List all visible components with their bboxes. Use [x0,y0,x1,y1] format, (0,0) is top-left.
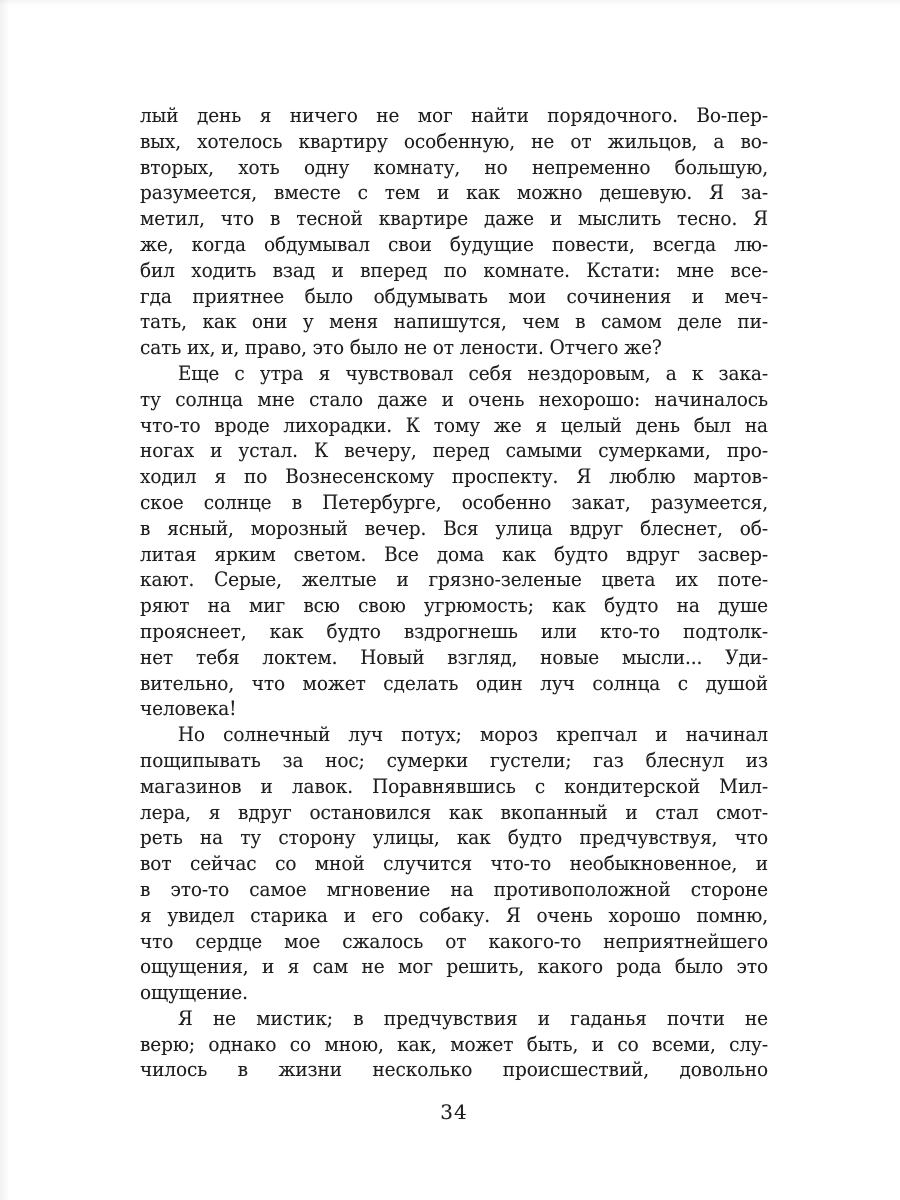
text-line: разумеется, вместе с тем и как можно дешевую. Я за- [140,180,768,205]
text-line: ряют на миг всю свою угрюмость; как будто на душе [140,593,768,618]
text-block [140,103,768,1083]
page-number: 34 [440,1100,468,1124]
text-line: что сердце мое сжалось от какого-то неприятнейшего [140,928,768,953]
text-line: вительно, что может сделать один луч солнца с душой [140,670,768,695]
text-line: же, когда обдумывал свои будущие повести, всегда лю- [140,231,768,256]
text-line: магазинов и лавок. Поравнявшись с кондитерской Мил- [140,773,768,798]
text-line: человека! [140,696,237,721]
text-line: реть на ту сторону улицы, как будто предчувствуя, что [140,825,768,850]
text-line: прояснеет, как будто вздрогнешь или кто-то подтолк- [140,618,768,643]
text-line: Но солнечный луч потух; мороз крепчал и начинал [177,722,768,747]
text-line: лый день я ничего не мог найти порядочного. Во-пер- [140,103,768,127]
text-line: верю; однако со мною, как, может быть, и со всеми, слу- [140,1031,768,1056]
text-line: вторых, хоть одну комнату, но непременно большую, [140,154,768,179]
text-line: лера, я вдруг остановился как вкопанный и стал смот- [140,799,768,824]
text-line: ногах и устал. К вечеру, перед самыми сумерками, про- [140,438,768,463]
text-line: вот сейчас со мной случится что-то необыкновенное, и [140,851,768,876]
text-line: вых, хотелось квартиру особенную, не от жильцов, а во- [140,128,768,153]
text-line: ское солнце в Петербурге, особенно закат, разумеется, [140,489,768,514]
text-line: бил ходить взад и вперед по комнате. Кстати: мне все- [140,257,768,282]
text-line: ту солнца мне стало даже и очень нехорошо: начиналось [140,386,768,411]
page-edge-shadow-top [0,0,900,6]
text-line: гда приятнее было обдумывать мои сочинения и меч- [140,283,768,308]
text-line: ощущения, и я сам не мог решить, какого рода было это [140,954,768,979]
text-line: пощипывать за нос; сумерки густели; газ блеснул из [140,747,768,772]
text-line: что-то вроде лихорадки. К тому же я целый день был на [140,412,768,437]
text-line: Еще с утра я чувствовал себя нездоровым, а к зака- [177,360,768,385]
text-line: тать, как они у меня напишутся, чем в самом деле пи- [140,309,768,334]
text-line: метил, что в тесной квартире даже и мыслить тесно. Я [140,206,768,231]
text-line: ощущение. [140,980,248,1005]
text-line: нет тебя локтем. Новый взгляд, новые мысли... Уди- [140,644,768,669]
text-line: литая ярким светом. Все дома как будто вдруг засвер- [140,541,768,566]
text-line: ходил я по Вознесенскому проспекту. Я люблю мартов- [140,464,768,489]
text-line: Я не мистик; в предчувствия и гаданья почти не [177,1005,768,1030]
text-line: чилось в жизни несколько происшествий, довольно [140,1057,768,1082]
text-line: кают. Серые, желтые и грязно-зеленые цвета их поте- [140,567,768,592]
text-line: я увидел старика и его собаку. Я очень хорошо помню, [140,902,768,927]
page-edge-shadow-left [0,0,9,1200]
text-line: в это-то самое мгновение на противоположной стороне [140,876,768,901]
text-line: в ясный, морозный вечер. Вся улица вдруг блеснет, об- [140,515,768,540]
text-line: сать их, и, право, это было не от лености. Отчего же? [140,335,662,360]
